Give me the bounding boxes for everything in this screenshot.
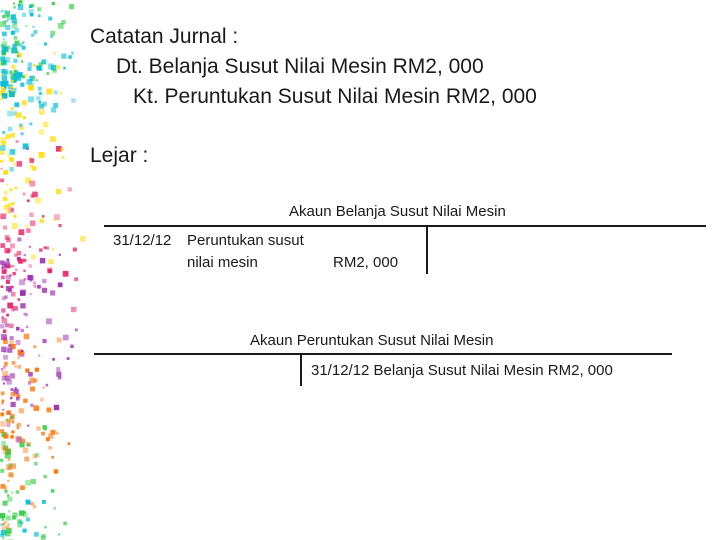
account1-description-line2: nilai mesin (187, 254, 258, 271)
journal-debit-line: Dt. Belanja Susut Nilai Mesin RM2, 000 (116, 55, 484, 78)
account1-title: Akaun Belanja Susut Nilai Mesin (289, 203, 506, 220)
account2-title: Akaun Peruntukan Susut Nilai Mesin (250, 332, 494, 349)
confetti-decoration (0, 0, 90, 540)
journal-credit-line: Kt. Peruntukan Susut Nilai Mesin RM2, 000 (133, 85, 537, 108)
account1-description-line1: Peruntukan susut (187, 232, 304, 249)
journal-heading: Catatan Jurnal : (90, 25, 239, 48)
account1-horizontal-line (104, 225, 706, 227)
account2-vertical-line (300, 354, 302, 386)
account2-entry: 31/12/12 Belanja Susut Nilai Mesin RM2, 000 (311, 362, 613, 379)
account2-horizontal-line (94, 353, 672, 355)
ledger-heading: Lejar : (90, 144, 149, 167)
account1-vertical-line (426, 226, 428, 274)
account1-date: 31/12/12 (113, 232, 172, 249)
account1-amount: RM2, 000 (333, 254, 399, 271)
